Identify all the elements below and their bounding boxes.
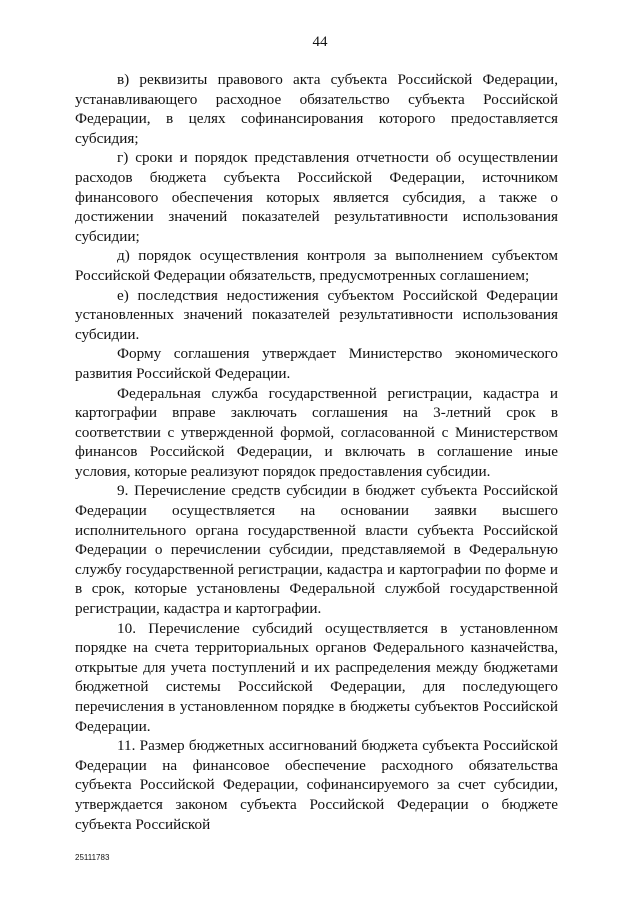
page-number: 44 — [312, 34, 328, 50]
paragraph-rosreestr-rights: Федеральная служба государственной регистрации, кадастра и картографии вправе заключать соглашения на 3-летний срок в соответствии с утвержденной формой, согласованной с Министерством финансов Российской Федерации, и включать в соглашение иные условия, которые реализуют порядок предоставления субсидии. — [75, 384, 558, 480]
paragraph-g: г) сроки и порядок представления отчетности об осуществлении расходов бюджета субъекта Российской Федерации, источником финансового обеспечения которых является субсидия, а также о достижении значений показателей результативности использования субсидии; — [75, 149, 558, 245]
paragraph-d: д) порядок осуществления контроля за выполнением субъектом Российской Федерации обязательств, предусмотренных соглашением; — [75, 247, 558, 284]
paragraph-e: е) последствия недостижения субъектом Российской Федерации установленных значений показателей результативности использования субсидии. — [75, 286, 558, 343]
paragraph-v: в) реквизиты правового акта субъекта Российской Федерации, устанавливающего расходное обязательство субъекта Российской Федерации, в целях софинансирования которого предоставляется субсидия; — [75, 71, 558, 147]
document-code: 25111783 — [75, 853, 110, 862]
paragraph-section-9: 9. Перечисление средств субсидии в бюджет субъекта Российской Федерации осуществляется на основании заявки высшего исполнительного органа государственной власти субъекта Российской Федерации о перечислении субсидии, представляемой в Федеральную службу государственной регистрации, кадастра и картографии по форме и в срок, которые установлены Федеральной службой государственной регистрации, кадастра и картографии. — [75, 482, 558, 618]
paragraph-section-11: 11. Размер бюджетных ассигнований бюджета субъекта Российской Федерации на финансовое обеспечение расходного обязательства субъекта Российской Федерации, софинансируемого за счет субсидии, утверждается законом субъекта Российской Федерации о бюджете субъекта Российской — [75, 737, 558, 833]
paragraph-agreement-form: Форму соглашения утверждает Министерство экономического развития Российской Федерации. — [75, 345, 558, 382]
document-body — [75, 70, 558, 834]
paragraph-section-10: 10. Перечисление субсидий осуществляется в установленном порядке на счета территориальных органов Федерального казначейства, открытые для учета поступлений и их распределения между бюджетами бюджетной системы Российской Федерации, для последующего перечисления в установленном порядке в бюджеты субъектов Российской Федерации. — [75, 619, 558, 735]
